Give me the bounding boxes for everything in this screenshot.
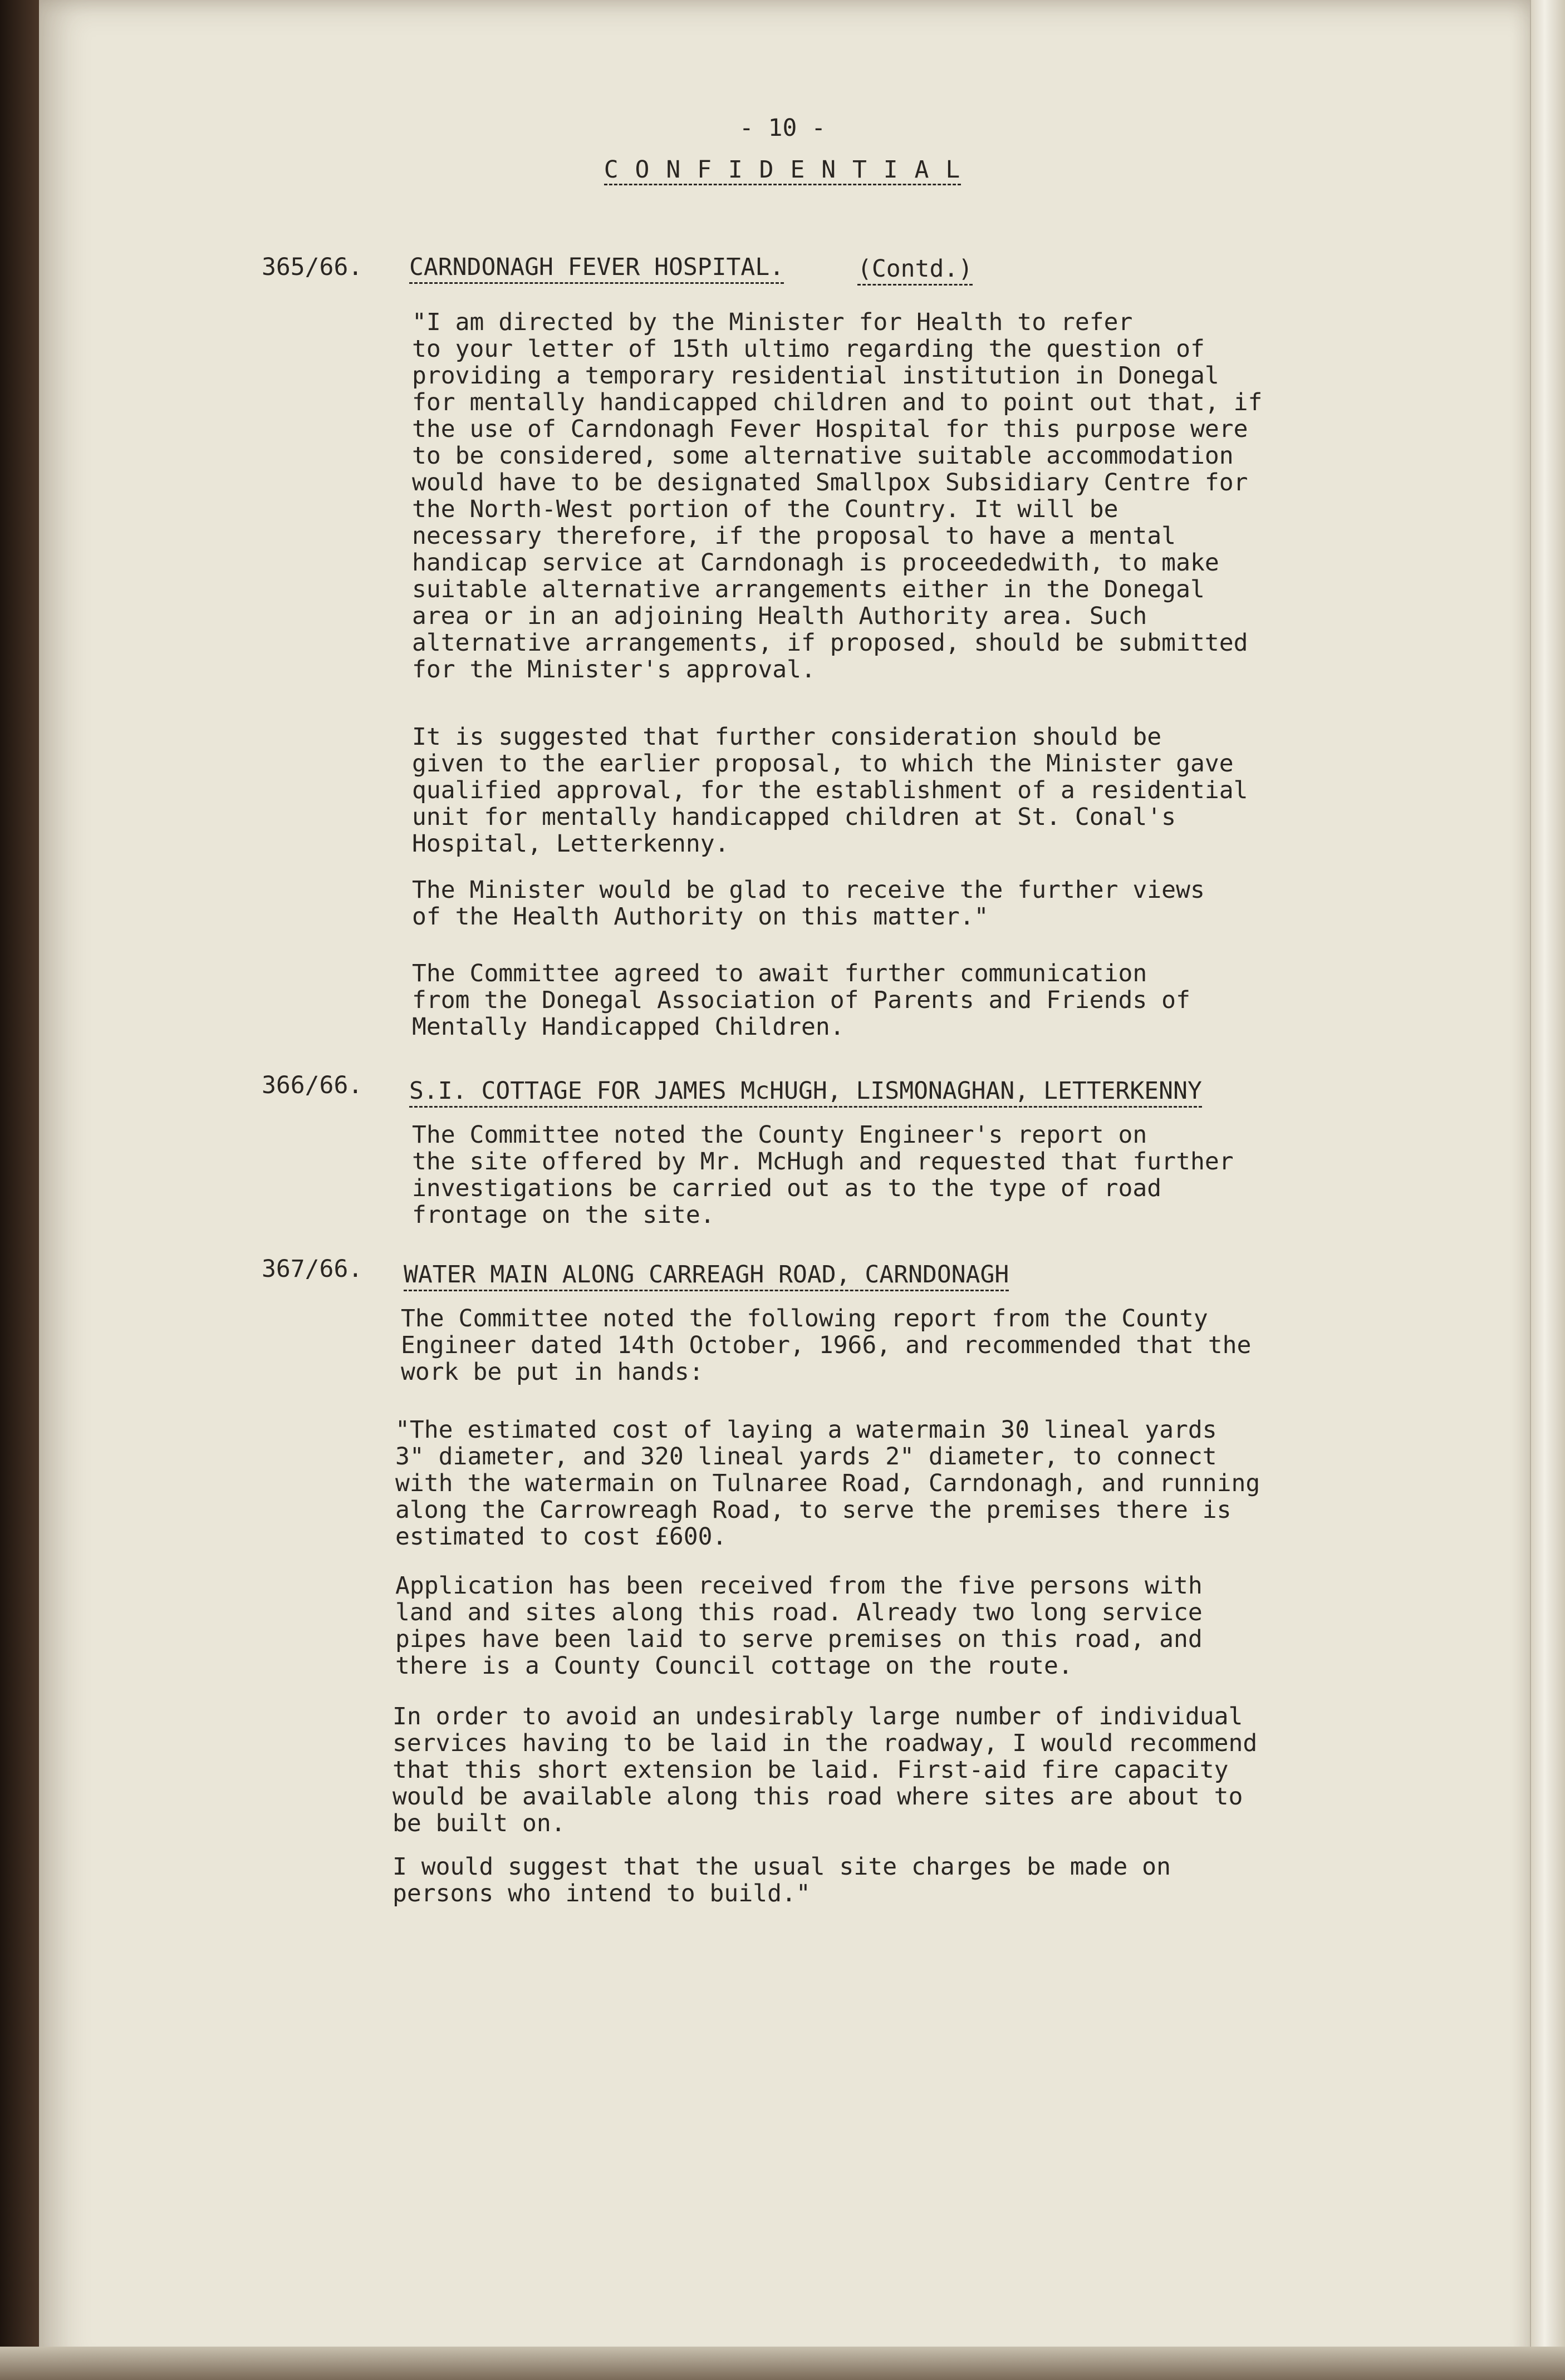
- paragraph-committee-await: The Committee agreed to await further communication from the Donegal Association of Parents and Friends of Mentally Handicapped Children.: [412, 960, 1190, 1041]
- book-spine-shadow: [0, 0, 39, 2380]
- paragraph-engineer-report: The Committee noted the following report from the County Engineer dated 14th October, 1966, and recommended that the work be put in hands:: [401, 1305, 1252, 1386]
- paragraph-earlier-proposal: It is suggested that further consideration should be given to the earlier proposal, to which the Minister gave qualified approval, for the establishment of a residential unit for mentally handicapped children at St. Conal's Hospital, Letterkenny.: [412, 723, 1248, 858]
- paragraph-avoid-services: In order to avoid an undesirably large number of individual services having to be laid in the roadway, I would recommend that this short extension be laid. First-aid fire capacity would be available along this road where sites are about to be built on.: [393, 1703, 1258, 1837]
- confidential-heading: C O N F I D E N T I A L: [0, 156, 1565, 184]
- heading-carndonagh-fever-hospital: CARNDONAGH FEVER HOSPITAL.: [409, 253, 784, 284]
- contd-label: (Contd.): [857, 255, 973, 286]
- paragraph-mchugh-site: The Committee noted the County Engineer's report on the site offered by Mr. McHugh and requested that further investigations be carried out as to the type of road frontage on the site.: [412, 1121, 1234, 1229]
- heading-water-main: WATER MAIN ALONG CARREAGH ROAD, CARNDONAGH: [404, 1261, 1009, 1291]
- page-number: - 10 -: [739, 114, 826, 142]
- minute-ref-366: 366/66.: [262, 1071, 363, 1099]
- paragraph-site-charges: I would suggest that the usual site charges be made on persons who intend to build.": [393, 1853, 1171, 1907]
- page-edge: [1530, 0, 1565, 2380]
- paragraph-minister-letter: "I am directed by the Minister for Health to refer to your letter of 15th ultimo regarding the question of providing a temporary residential institution in Donegal for mentally handicapped children and to point out that, if the use of Carndonagh Fever Hospital for this purpose were to be considered, some alternative suitable accommodation would have to be designated Smallpox Subsidiary Centre for the North-West portion of the Country. It will be necessary therefore, if the proposal to have a mental handicap service at Carndonagh is proceededwith, to make suitable alternative arrangements either in the Donegal area or in an adjoining Health Authority area. Such alternative arrangements, if proposed, should be submitted for the Minister's approval.: [412, 308, 1263, 683]
- minute-ref-365: 365/66.: [262, 253, 363, 281]
- paragraph-estimated-cost: "The estimated cost of laying a watermain 30 lineal yards 3" diameter, and 320 lineal yards 2" diameter, to connect with the watermain on Tulnaree Road, Carndonagh, and running along the Carrowreagh Road, to serve the premises there is estimated to cost £600.: [395, 1416, 1260, 1551]
- paragraph-minister-views: The Minister would be glad to receive the further views of the Health Authority on this matter.": [412, 876, 1205, 931]
- minute-ref-367: 367/66.: [262, 1255, 363, 1283]
- page-bottom-edge: [0, 2347, 1565, 2380]
- heading-si-cottage: S.I. COTTAGE FOR JAMES McHUGH, LISMONAGHAN, LETTERKENNY: [409, 1077, 1202, 1108]
- paragraph-application: Application has been received from the five persons with land and sites along this road. Already two long service pipes have been laid to serve premises on this road, and there is a County Council cottage on the route.: [395, 1572, 1203, 1680]
